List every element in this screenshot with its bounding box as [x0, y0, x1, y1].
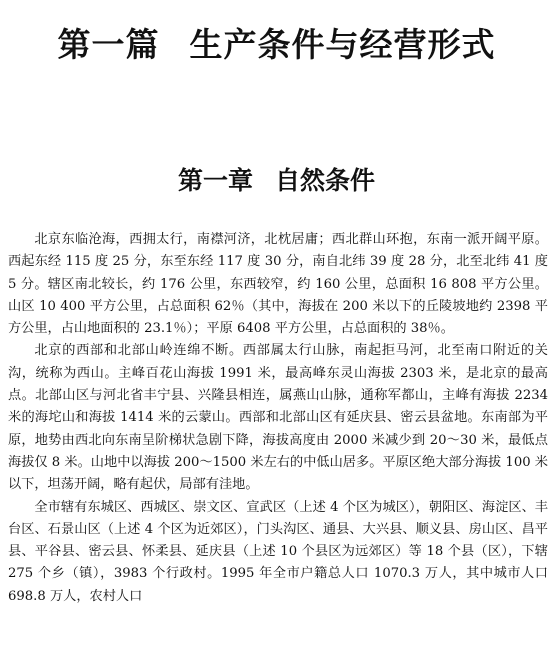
paragraph-location: 北京东临沧海，西拥太行，南襟河济，北枕居庸；西北群山环抱，东南一派开阔平原。西起东经 115 度 25 分，东至东经 117 度 30 分，南自北纬 39 度 28 分，北至北纬 41 度 5 分。辖区南北较长，约 176 公里，东西较窄，约 160 公里，总面积 16 808 平方公里。山区 10 400 平方公里，占总面积 62％（其中，海拔在 200 米以下的丘陵坡地约 2398 平方公里，占山地面积的 23.1％）；平原 6408 平方公里，占总面积的 38％。 — [8, 232, 548, 337]
paragraph-terrain: 北京的西部和北部山岭连绵不断。西部属太行山脉，南起拒马河，北至南口附近的关沟，统称为西山。主峰百花山海拔 1991 米，最高峰东灵山海拔 2303 米，是北京的最高点。北部山区与河北省丰宁县、兴隆县相连，属燕山山脉，通称军都山，主峰有海拔 2234 米的海坨山和海拔 1414 米的云蒙山。西部和北部山区有延庆县、密云县盆地。东南部为平原，地势由西北向东南呈阶梯状急剧下降，海拔高度由 2000 米减少到 20～30 米，最低点海拔仅 8 米。山地中以海拔 200～1500 米左右的中低山居多。平原区绝大部分海拔 100 米以下，坦荡开阔，略有起伏，局部有洼地。 — [8, 343, 548, 493]
part-label: 第一篇 — [57, 25, 160, 65]
body-text — [8, 229, 548, 608]
part-title-text: 生产条件与经营形式 — [189, 25, 496, 65]
part-title — [0, 24, 553, 66]
paragraph-districts: 全市辖有东城区、西城区、崇文区、宣武区（上述 4 个区为城区），朝阳区、海淀区、丰台区、石景山区（上述 4 个区为近郊区），门头沟区、通县、大兴县、顺义县、房山区、昌平县、平谷县、密云县、怀柔县、延庆县（上述 10 个县区为远郊区）等 18 个县（区），下辖 275 个乡（镇），3983 个行政村。1995 年全市户籍总人口 1070.3 万人，其中城市人口 698.8 万人，农村人口 — [8, 499, 548, 604]
chapter-title — [0, 163, 553, 199]
chapter-title-text: 自然条件 — [275, 165, 376, 195]
chapter-label: 第一章 — [177, 165, 253, 195]
